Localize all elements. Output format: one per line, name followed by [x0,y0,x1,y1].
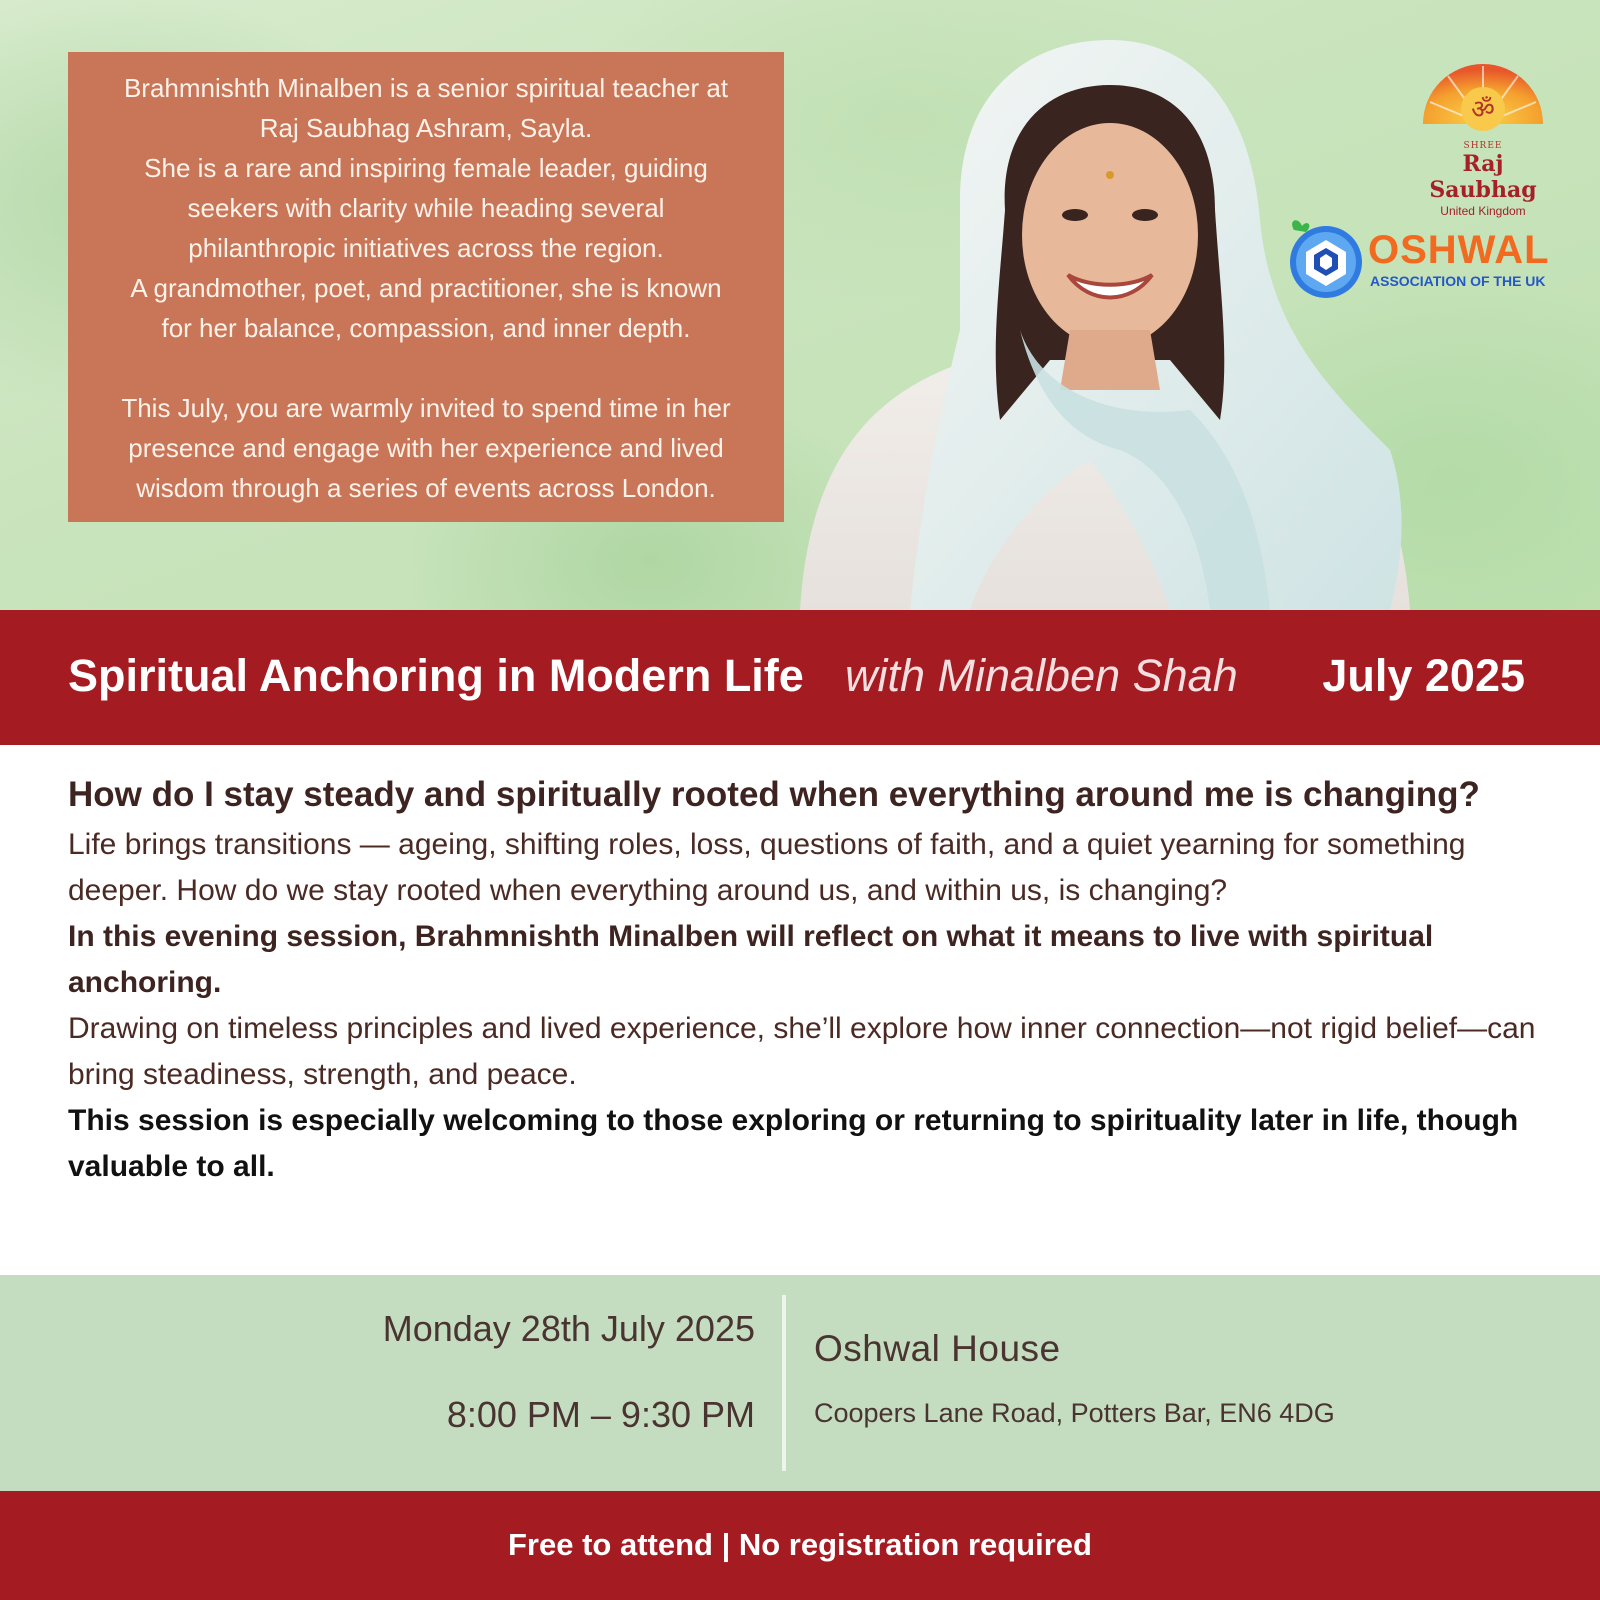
event-date: Monday 28th July 2025 [382,1308,755,1349]
bio-line: Brahmnishth Minalben is a senior spiritual teacher at [123,73,729,103]
raj-saubhag-name: Raj Saubhag [1429,151,1537,203]
sun-om-icon [1418,24,1548,134]
description-para-3: Drawing on timeless principles and lived experience, she’ll explore how inner connection—not rigid belief—can bring steadiness, strength, and peace. [68,1012,1536,1091]
raj-saubhag-sub: United Kingdom [1440,204,1526,218]
description-heading: How do I stay steady and spiritually rooted when everything around me is changing? [68,775,1480,814]
oshwal-name: OSHWAL [1368,228,1550,272]
bio-line: seekers with clarity while heading several [187,193,665,223]
svg-text:ॐ: ॐ [1471,95,1495,125]
raj-saubhag-logo [1408,24,1558,218]
bio-line: wisdom through a series of events across London. [136,473,716,503]
oshwal-sub: ASSOCIATION OF THE UK [1370,273,1546,289]
description-para-1: Life brings transitions — ageing, shifting roles, loss, questions of faith, and a quiet yearning for something deeper. How do we stay rooted when everything around us, and within us, is changing? [68,828,1466,907]
bio-line: This July, you are warmly invited to spend time in her [121,393,731,423]
bio-line: for her balance, compassion, and inner depth. [161,313,691,343]
details-divider [782,1295,786,1471]
event-title: Spiritual Anchoring in Modern Life [68,650,804,701]
footer-band [0,1491,1600,1600]
bio-line: philanthropic initiatives across the region. [188,233,664,263]
hero-section [0,0,1600,610]
bio-line: presence and engage with her experience and lived [128,433,724,463]
event-description [68,768,1548,1190]
event-venue: Oshwal House [814,1328,1061,1369]
event-speaker: with Minalben Shah [845,650,1238,701]
event-month: July 2025 [1322,650,1525,701]
description-para-2: In this evening session, Brahmnishth Minalben will reflect on what it means to live with spiritual anchoring. [68,920,1434,999]
speaker-portrait [790,30,1430,610]
oshwal-logo [1284,216,1594,302]
oshwal-emblem-icon [1284,216,1364,302]
raj-saubhag-shree: SHREE [1463,141,1503,151]
bio-line: She is a rare and inspiring female leader, guiding [144,153,708,183]
description-para-4: This session is especially welcoming to those exploring or returning to spirituality later in life, though valuable to all. [68,1104,1519,1183]
footer-text: Free to attend | No registration required [508,1527,1092,1562]
event-details-band [0,1275,1600,1491]
event-time: 8:00 PM – 9:30 PM [446,1394,755,1435]
bio-box [68,52,784,522]
bio-line: Raj Saubhag Ashram, Sayla. [259,113,593,143]
title-band [0,610,1600,745]
bio-line: A grandmother, poet, and practitioner, she is known [130,273,722,303]
event-address: Coopers Lane Road, Potters Bar, EN6 4DG [814,1398,1335,1428]
